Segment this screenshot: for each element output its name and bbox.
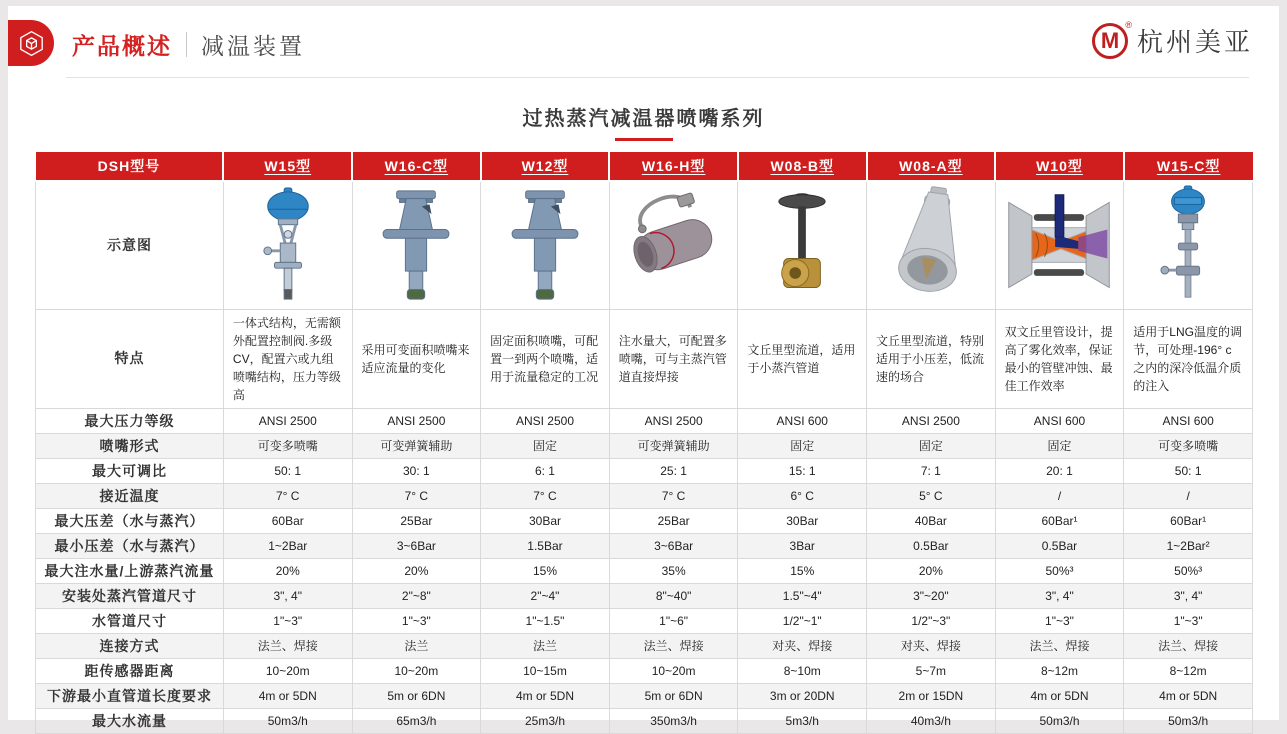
- table-row-12: [36, 658, 1253, 683]
- cell-r7-c4: 3Bar: [738, 533, 867, 558]
- cell-r11-c2: 法兰: [481, 633, 610, 658]
- cell-r8-c0: 20%: [223, 558, 352, 583]
- table-row-1: [36, 309, 1253, 408]
- cell-r9-c5: 3"~20": [867, 583, 996, 608]
- product-badge: [8, 20, 54, 66]
- cell-r1-c3: 注水量大，可配置多喷嘴，可与主蒸汽管道直接焊接: [609, 309, 738, 408]
- cell-r6-c2: 30Bar: [481, 508, 610, 533]
- row-label-0: 示意图: [36, 181, 224, 309]
- cell-r9-c1: 2"~8": [352, 583, 481, 608]
- table-row-0: [36, 181, 1253, 309]
- cell-r3-c6: 固定: [995, 433, 1124, 458]
- logo-text: 杭州美亚: [1136, 27, 1253, 57]
- row-label-3: 喷嘴形式: [36, 433, 224, 458]
- cell-r3-c1: 可变弹簧辅助: [352, 433, 481, 458]
- cell-r14-c2: 25m3/h: [481, 708, 610, 733]
- cell-r7-c6: 0.5Bar: [995, 533, 1124, 558]
- cell-r5-c3: 7° C: [609, 483, 738, 508]
- cell-r3-c7: 可变多喷嘴: [1124, 433, 1253, 458]
- title-group: [72, 28, 305, 61]
- model-header-1: W16-C型: [352, 152, 481, 181]
- cell-r4-c7: 50: 1: [1124, 458, 1253, 483]
- cell-r6-c6: 60Bar¹: [995, 508, 1124, 533]
- cell-r2-c1: ANSI 2500: [352, 408, 481, 433]
- cell-r9-c4: 1.5"~4": [738, 583, 867, 608]
- cell-r1-c7: 适用于LNG温度的调节，可处理-196° c之内的深冷低温介质的注入: [1124, 309, 1253, 408]
- cell-r6-c7: 60Bar¹: [1124, 508, 1253, 533]
- image-cell-w10: [995, 181, 1124, 309]
- cell-r10-c4: 1/2"~1": [738, 608, 867, 633]
- cell-r10-c6: 1"~3": [995, 608, 1124, 633]
- table-header-row: [36, 152, 1253, 181]
- cell-r13-c1: 5m or 6DN: [352, 683, 481, 708]
- cell-r5-c2: 7° C: [481, 483, 610, 508]
- product-image-w16h: [616, 185, 732, 305]
- title-divider: [186, 32, 187, 57]
- cell-r5-c6: /: [995, 483, 1124, 508]
- cell-r5-c5: 5° C: [867, 483, 996, 508]
- cell-r10-c1: 1"~3": [352, 608, 481, 633]
- cell-r13-c4: 3m or 20DN: [738, 683, 867, 708]
- row-label-5: 接近温度: [36, 483, 224, 508]
- cell-r5-c7: /: [1124, 483, 1253, 508]
- registered-mark: ®: [1125, 19, 1132, 30]
- logo-m-icon: [1092, 19, 1132, 59]
- cell-r11-c5: 对夹、焊接: [867, 633, 996, 658]
- cell-r9-c0: 3", 4": [223, 583, 352, 608]
- cell-r11-c7: 法兰、焊接: [1124, 633, 1253, 658]
- cell-r12-c2: 10~15m: [481, 658, 610, 683]
- product-image-w15: [230, 185, 346, 305]
- row-label-11: 连接方式: [36, 633, 224, 658]
- cell-r6-c4: 30Bar: [738, 508, 867, 533]
- product-image-w10: [1001, 185, 1117, 305]
- cell-r10-c7: 1"~3": [1124, 608, 1253, 633]
- cell-r5-c4: 6° C: [738, 483, 867, 508]
- table-row-10: [36, 608, 1253, 633]
- cell-r5-c0: 7° C: [223, 483, 352, 508]
- table-row-5: [36, 483, 1253, 508]
- image-cell-w12: [481, 181, 610, 309]
- cell-r14-c1: 65m3/h: [352, 708, 481, 733]
- cell-r3-c2: 固定: [481, 433, 610, 458]
- product-image-w16c: [358, 185, 474, 305]
- cell-r4-c0: 50: 1: [223, 458, 352, 483]
- cell-r7-c0: 1~2Bar: [223, 533, 352, 558]
- corner-header: DSH型号: [36, 152, 224, 181]
- model-header-7: W15-C型: [1124, 152, 1253, 181]
- product-image-w12: [487, 185, 603, 305]
- logo-m-letter: M: [1100, 27, 1120, 53]
- cell-r8-c2: 15%: [481, 558, 610, 583]
- cell-r7-c1: 3~6Bar: [352, 533, 481, 558]
- table-row-8: [36, 558, 1253, 583]
- cell-r14-c7: 50m3/h: [1124, 708, 1253, 733]
- image-cell-w16h: [609, 181, 738, 309]
- cell-r12-c6: 8~12m: [995, 658, 1124, 683]
- cell-r3-c3: 可变弹簧辅助: [609, 433, 738, 458]
- cell-r9-c2: 2"~4": [481, 583, 610, 608]
- row-label-13: 下游最小直管道长度要求: [36, 683, 224, 708]
- spec-table-head: [36, 152, 1253, 181]
- spec-table: [35, 152, 1253, 734]
- cell-r2-c2: ANSI 2500: [481, 408, 610, 433]
- image-cell-w15: [223, 181, 352, 309]
- image-cell-w08a: [867, 181, 996, 309]
- cell-r9-c3: 8"~40": [609, 583, 738, 608]
- cell-r14-c6: 50m3/h: [995, 708, 1124, 733]
- cell-r1-c1: 采用可变面积喷嘴来适应流量的变化: [352, 309, 481, 408]
- section-title: 过热蒸汽减温器喷嘴系列: [522, 108, 765, 130]
- cell-r8-c5: 20%: [867, 558, 996, 583]
- cell-r5-c1: 7° C: [352, 483, 481, 508]
- cell-r2-c3: ANSI 2500: [609, 408, 738, 433]
- cell-r10-c2: 1"~1.5": [481, 608, 610, 633]
- cell-r13-c6: 4m or 5DN: [995, 683, 1124, 708]
- cell-r2-c7: ANSI 600: [1124, 408, 1253, 433]
- cell-r8-c3: 35%: [609, 558, 738, 583]
- table-row-4: [36, 458, 1253, 483]
- model-header-6: W10型: [995, 152, 1124, 181]
- spec-table-body: [36, 181, 1253, 733]
- table-row-6: [36, 508, 1253, 533]
- cell-r3-c5: 固定: [867, 433, 996, 458]
- cell-r11-c6: 法兰、焊接: [995, 633, 1124, 658]
- cell-r14-c0: 50m3/h: [223, 708, 352, 733]
- model-header-4: W08-B型: [738, 152, 867, 181]
- company-logo: [1092, 19, 1253, 59]
- cell-r4-c2: 6: 1: [481, 458, 610, 483]
- cell-r8-c4: 15%: [738, 558, 867, 583]
- header-divider-line: [66, 77, 1249, 78]
- page-title: 产品概述: [72, 33, 172, 59]
- page-header: [8, 6, 1279, 78]
- row-label-6: 最大压差（水与蒸汽）: [36, 508, 224, 533]
- cell-r3-c4: 固定: [738, 433, 867, 458]
- table-row-14: [36, 708, 1253, 733]
- cell-r12-c4: 8~10m: [738, 658, 867, 683]
- table-row-7: [36, 533, 1253, 558]
- row-label-8: 最大注水量/上游蒸汽流量: [36, 558, 224, 583]
- cell-r2-c5: ANSI 2500: [867, 408, 996, 433]
- cell-r8-c7: 50%³: [1124, 558, 1253, 583]
- model-header-3: W16-H型: [609, 152, 738, 181]
- cell-r10-c5: 1/2"~3": [867, 608, 996, 633]
- cell-r12-c0: 10~20m: [223, 658, 352, 683]
- cell-r6-c0: 60Bar: [223, 508, 352, 533]
- row-label-1: 特点: [36, 309, 224, 408]
- cell-r6-c1: 25Bar: [352, 508, 481, 533]
- cell-r11-c1: 法兰: [352, 633, 481, 658]
- cell-r1-c2: 固定面积喷嘴，可配置一到两个喷嘴，适用于流量稳定的工况: [481, 309, 610, 408]
- cell-r7-c2: 1.5Bar: [481, 533, 610, 558]
- cell-r11-c4: 对夹、焊接: [738, 633, 867, 658]
- table-row-13: [36, 683, 1253, 708]
- table-row-3: [36, 433, 1253, 458]
- model-header-2: W12型: [481, 152, 610, 181]
- table-row-9: [36, 583, 1253, 608]
- cell-r4-c3: 25: 1: [609, 458, 738, 483]
- cell-r8-c6: 50%³: [995, 558, 1124, 583]
- cell-r9-c7: 3", 4": [1124, 583, 1253, 608]
- model-header-0: W15型: [223, 152, 352, 181]
- row-label-4: 最大可调比: [36, 458, 224, 483]
- cell-r14-c4: 5m3/h: [738, 708, 867, 733]
- cell-r12-c3: 10~20m: [609, 658, 738, 683]
- cell-r1-c0: 一体式结构，无需额外配置控制阀.多级CV，配置六或九组喷嘴结构，压力等级高: [223, 309, 352, 408]
- image-cell-w15c: [1124, 181, 1253, 309]
- row-label-9: 安装处蒸汽管道尺寸: [36, 583, 224, 608]
- cell-r10-c0: 1"~3": [223, 608, 352, 633]
- cell-r1-c4: 文丘里型流道，适用于小蒸汽管道: [738, 309, 867, 408]
- row-label-10: 水管道尺寸: [36, 608, 224, 633]
- product-image-w15c: [1130, 185, 1246, 305]
- image-cell-w08b: [738, 181, 867, 309]
- product-image-w08b: [744, 185, 860, 305]
- cell-r13-c0: 4m or 5DN: [223, 683, 352, 708]
- cell-r6-c5: 40Bar: [867, 508, 996, 533]
- row-label-12: 距传感器距离: [36, 658, 224, 683]
- cell-r13-c2: 4m or 5DN: [481, 683, 610, 708]
- page: [8, 6, 1279, 729]
- cell-r11-c3: 法兰、焊接: [609, 633, 738, 658]
- page-subtitle: 减温装置: [201, 33, 305, 59]
- product-image-w08a: [873, 185, 989, 305]
- cell-r7-c7: 1~2Bar²: [1124, 533, 1253, 558]
- cell-r4-c6: 20: 1: [995, 458, 1124, 483]
- cell-r13-c3: 5m or 6DN: [609, 683, 738, 708]
- cell-r8-c1: 20%: [352, 558, 481, 583]
- table-row-11: [36, 633, 1253, 658]
- cell-r1-c6: 双文丘里管设计，提高了雾化效率，保证最小的管壁冲蚀、最佳工作效率: [995, 309, 1124, 408]
- cell-r13-c7: 4m or 5DN: [1124, 683, 1253, 708]
- cell-r11-c0: 法兰、焊接: [223, 633, 352, 658]
- cell-r12-c1: 10~20m: [352, 658, 481, 683]
- cell-r9-c6: 3", 4": [995, 583, 1124, 608]
- cell-r7-c5: 0.5Bar: [867, 533, 996, 558]
- section-title-underline: [615, 138, 673, 141]
- cell-r14-c3: 350m3/h: [609, 708, 738, 733]
- cell-r4-c1: 30: 1: [352, 458, 481, 483]
- row-label-14: 最大水流量: [36, 708, 224, 733]
- cell-r6-c3: 25Bar: [609, 508, 738, 533]
- cell-r2-c0: ANSI 2500: [223, 408, 352, 433]
- cell-r4-c5: 7: 1: [867, 458, 996, 483]
- cell-r1-c5: 文丘里型流道，特别适用于小压差，低流速的场合: [867, 309, 996, 408]
- cell-r7-c3: 3~6Bar: [609, 533, 738, 558]
- cell-r12-c5: 5~7m: [867, 658, 996, 683]
- image-cell-w16c: [352, 181, 481, 309]
- cell-r14-c5: 40m3/h: [867, 708, 996, 733]
- model-header-5: W08-A型: [867, 152, 996, 181]
- cell-r13-c5: 2m or 15DN: [867, 683, 996, 708]
- row-label-2: 最大压力等级: [36, 408, 224, 433]
- row-label-7: 最小压差（水与蒸汽）: [36, 533, 224, 558]
- cell-r2-c6: ANSI 600: [995, 408, 1124, 433]
- cell-r10-c3: 1"~6": [609, 608, 738, 633]
- cube-icon: [18, 30, 45, 57]
- cell-r2-c4: ANSI 600: [738, 408, 867, 433]
- cell-r3-c0: 可变多喷嘴: [223, 433, 352, 458]
- table-row-2: [36, 408, 1253, 433]
- cell-r12-c7: 8~12m: [1124, 658, 1253, 683]
- cell-r4-c4: 15: 1: [738, 458, 867, 483]
